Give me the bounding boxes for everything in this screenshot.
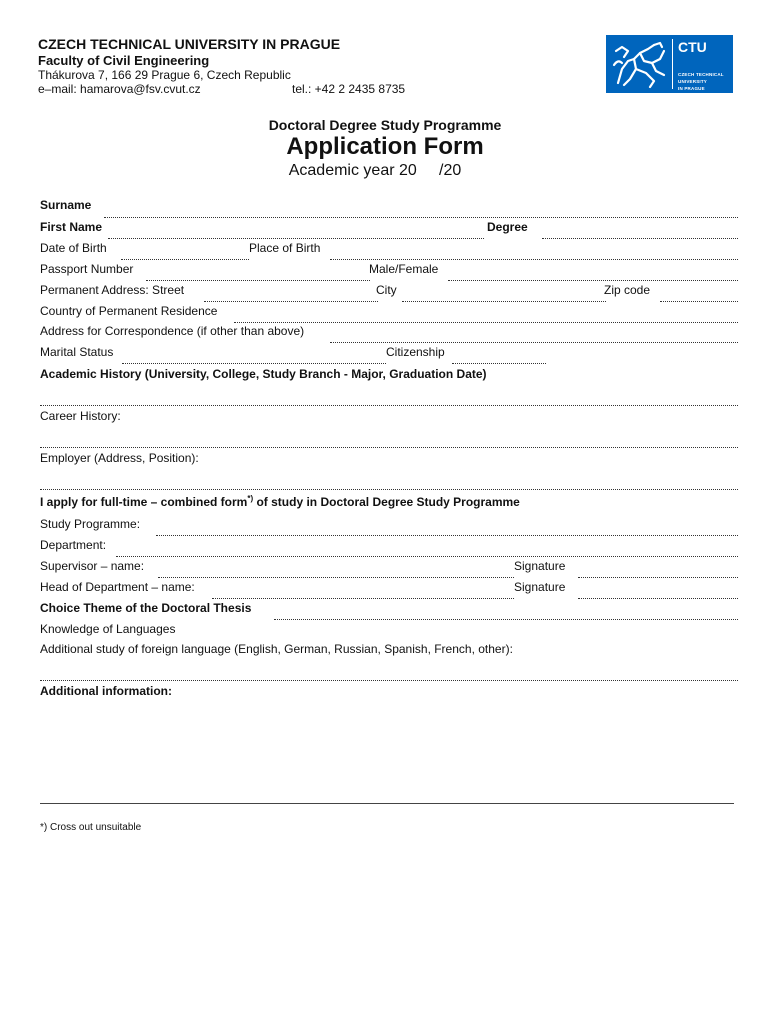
street-field[interactable] [204,285,378,302]
surname-label: Surname [40,198,92,212]
zip-field[interactable] [660,285,738,302]
degree-label: Degree [487,220,528,234]
dob-label: Date of Birth [40,241,107,255]
page-title: Application Form [286,133,484,160]
signature-2-field[interactable] [578,582,738,599]
first-name-field[interactable] [108,222,484,239]
street-label: Permanent Address: Street [40,283,185,297]
pob-label: Place of Birth [249,241,321,255]
first-name-label: First Name [40,220,103,234]
surname-field[interactable] [104,201,738,218]
supervisor-label: Supervisor – name: [40,559,145,573]
passport-label: Passport Number [40,262,134,276]
tel-line: tel.: +42 2 2435 8735 [292,82,406,96]
signature-2-label: Signature [514,580,566,594]
country-field[interactable] [234,306,738,323]
logo-divider [672,39,673,89]
sex-field[interactable] [448,264,738,281]
employer-field[interactable] [40,473,738,490]
signature-1-label: Signature [514,559,566,573]
thesis-theme-field[interactable] [274,603,738,620]
logo-line-1: CZECH TECHNICAL [678,72,724,77]
head-department-field[interactable] [212,582,514,599]
career-history-label: Career History: [40,409,121,423]
programme-heading: Doctoral Degree Study Programme [268,117,502,133]
dob-field[interactable] [121,243,249,260]
department-label: Department: [40,538,107,552]
apply-statement [40,494,520,509]
additional-info-field[interactable] [40,700,738,800]
sex-label: Male/Female [369,262,439,276]
faculty-name: Faculty of Civil Engineering [38,53,210,68]
languages-label: Knowledge of Languages [40,622,176,636]
study-programme-field[interactable] [156,519,738,536]
apply-footnote-mark: *) [247,494,254,503]
head-department-label: Head of Department – name: [40,580,195,594]
zip-label: Zip code [604,283,651,297]
employer-label: Employer (Address, Position): [40,451,199,465]
supervisor-field[interactable] [158,561,514,578]
additional-study-label: Additional study of foreign language (English, German, Russian, Spanish, French, other): [40,642,513,656]
signature-1-field[interactable] [578,561,738,578]
pob-field[interactable] [330,243,738,260]
email-line: e–mail: hamarova@fsv.cvut.cz [38,82,201,96]
degree-field[interactable] [542,222,738,239]
city-label: City [376,283,397,297]
logo-abbr: CTU [678,39,707,55]
apply-part-2: of study in Doctoral Degree Study Programme [253,495,520,509]
passport-field[interactable] [146,264,370,281]
thesis-theme-label: Choice Theme of the Doctoral Thesis [40,601,252,615]
additional-study-field[interactable] [40,664,738,681]
country-label: Country of Permanent Residence [40,304,218,318]
university-name: CZECH TECHNICAL UNIVERSITY IN PRAGUE [38,36,341,52]
additional-info-label: Additional information: [40,684,172,698]
study-programme-label: Study Programme: [40,517,141,531]
footnote: *) Cross out unsuitable [40,822,142,833]
academic-year: Academic year 20 /20 [288,162,462,179]
career-history-field[interactable] [40,431,738,448]
logo-line-2: UNIVERSITY [678,79,708,84]
logo-line-3: IN PRAGUE [678,86,705,91]
citizenship-field[interactable] [452,347,546,364]
apply-part-1: I apply for full-time – combined form [40,495,248,509]
city-field[interactable] [402,285,606,302]
address-line: Thákurova 7, 166 29 Prague 6, Czech Republic [38,68,291,82]
academic-history-label: Academic History (University, College, Study Branch - Major, Graduation Date) [40,367,487,381]
citizenship-label: Citizenship [386,345,445,359]
footer-divider [40,803,734,804]
marital-field[interactable] [122,347,386,364]
ctu-logo [606,35,733,93]
correspondence-field[interactable] [330,326,738,343]
lion-emblem-icon [610,39,670,89]
academic-history-field[interactable] [40,389,738,406]
correspondence-label: Address for Correspondence (if other than above) [40,324,305,338]
marital-label: Marital Status [40,345,114,359]
department-field[interactable] [116,540,738,557]
